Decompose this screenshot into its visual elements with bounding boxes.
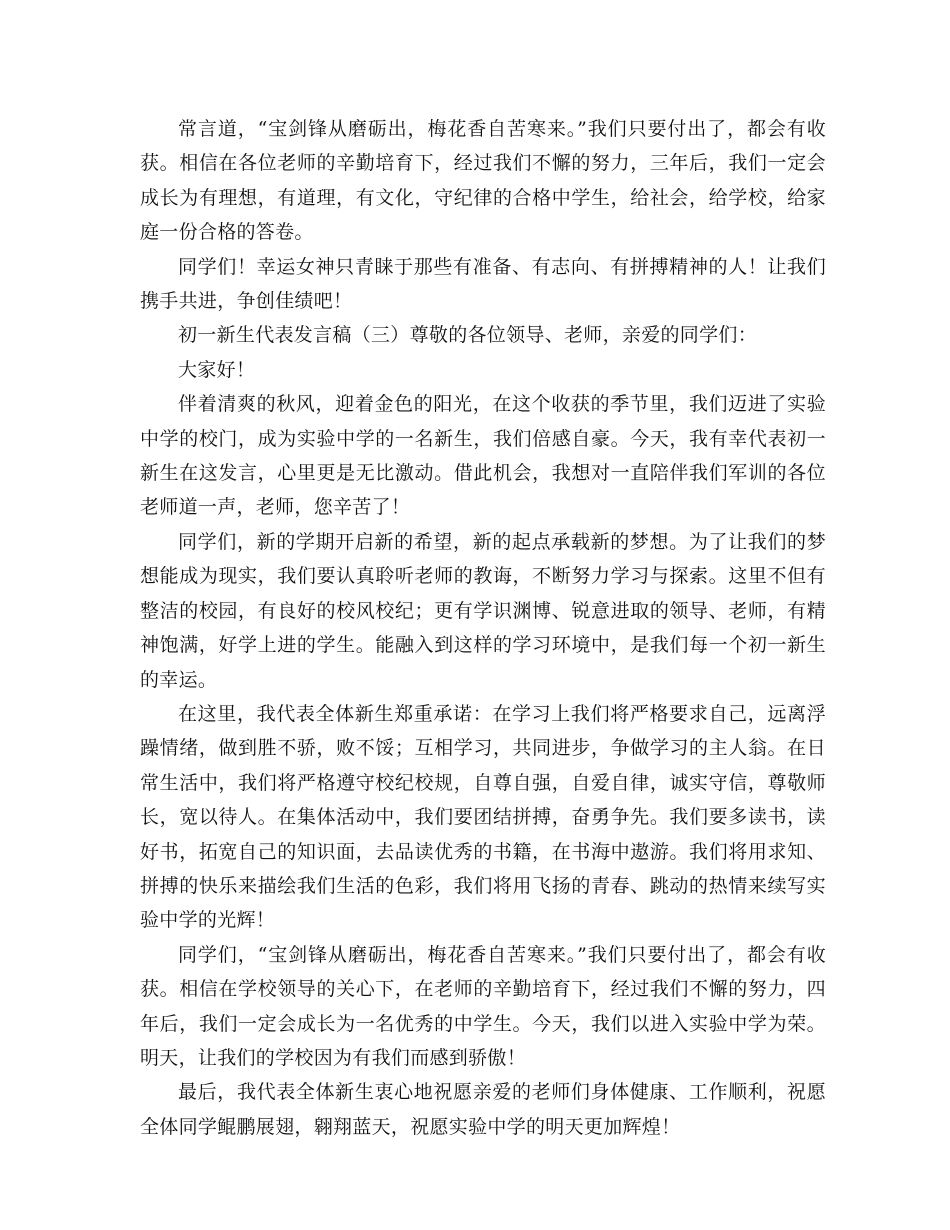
paragraph-pledge: 在这里，我代表全体新生郑重承诺：在学习上我们将严格要求自己，远离浮躁情绪，做到胜不骄，败不馁；互相学习，共同进步，争做学习的主人翁。在日常生活中，我们将严格遵守校纪校规，自尊自强，自爱自律，诚实守信，尊敬师长，宽以待人。在集体活动中，我们要团结拼搏，奋勇争先。我们要多读书，读好书，拓宽自己的知识面，去品读优秀的书籍，在书海中遨游。我们将用求知、拼搏的快乐来描绘我们生活的色彩，我们将用飞扬的青春、跳动的热情来续写实验中学的光辉！ [140,702,826,932]
paragraph-closing-motto: 常言道，“宝剑锋从磨砺出，梅花香自苦寒来。”我们只要付出了，都会有收获。相信在各位老师的辛勤培育下，经过我们不懈的努力，三年后，我们一定会成长为有理想，有道理，有文化，守纪律的合格中学生，给社会，给学校，给家庭一份合格的答卷。 [140,118,826,244]
paragraph-final-wishes: 最后，我代表全体新生衷心地祝愿亲爱的老师们身体健康、工作顺利，祝愿全体同学鲲鹏展翅，翱翔蓝天，祝愿实验中学的明天更加辉煌！ [140,1081,826,1138]
paragraph-motto-again: 同学们，“宝剑锋从磨砺出，梅花香自苦寒来。”我们只要付出了，都会有收获。相信在学校领导的关心下，在老师的辛勤培育下，经过我们不懈的努力，四年后，我们一定会成长为一名优秀的中学生。今天，我们以进入实验中学为荣。明天，让我们的学校因为有我们而感到骄傲！ [140,943,826,1069]
greeting: 大家好！ [178,358,256,381]
paragraph-intro: 伴着清爽的秋风，迎着金色的阳光，在这个收获的季节里，我们迈进了实验中学的校门，成为实验中学的一名新生，我们倍感自豪。今天，我有幸代表初一新生在这发言，心里更是无比激动。借此机会，我想对一直陪伴我们军训的各位老师道一声，老师，您辛苦了！ [140,393,826,519]
paragraph-call-to-action: 同学们！幸运女神只青睐于那些有准备、有志向、有拼搏精神的人！让我们携手共进，争创佳绩吧！ [140,255,826,313]
speech-title-salutation: 初一新生代表发言稿（三）尊敬的各位领导、老师，亲爱的同学们： [178,324,758,347]
paragraph-new-semester: 同学们，新的学期开启新的希望，新的起点承载新的梦想。为了让我们的梦想能成为现实，我们要认真聆听老师的教诲，不断努力学习与探索。这里不但有整洁的校园，有良好的校风校纪；更有学识渊博、锐意进取的领导、老师，有精神饱满，好学上进的学生。能融入到这样的学习环境中，是我们每一个初一新生的幸运。 [140,530,826,691]
document-body [140,112,826,1144]
